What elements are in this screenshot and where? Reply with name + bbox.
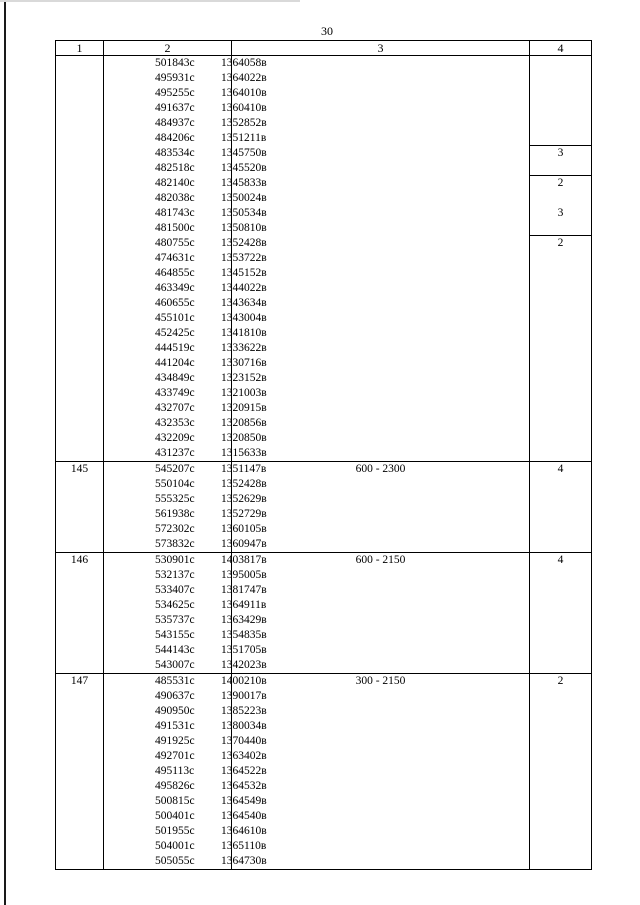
- latitude: 533407с: [155, 584, 195, 596]
- coordinate-pair: [155, 401, 267, 416]
- latitude: 431237с: [155, 447, 195, 459]
- longitude: 1364730в: [221, 855, 267, 867]
- latitude: 482038с: [155, 192, 195, 204]
- coordinates-cell: [104, 553, 267, 674]
- coordinate-pair: [155, 131, 267, 146]
- longitude: 1352428в: [221, 237, 267, 249]
- latitude: 434849с: [155, 372, 195, 384]
- longitude: 1354835в: [221, 629, 267, 641]
- coordinate-pair: [155, 86, 267, 101]
- depth-range: 600 - 2150: [232, 553, 530, 674]
- scan-edge-left: [4, 0, 6, 905]
- category-value: 2: [557, 237, 564, 249]
- coordinate-pair: [155, 809, 267, 824]
- latitude: 491637с: [155, 102, 195, 114]
- longitude: 1364540в: [221, 810, 267, 822]
- category-value: 2: [530, 674, 592, 870]
- longitude: 1363402в: [221, 750, 267, 762]
- coordinate-pair: [155, 146, 267, 161]
- coordinate-pair: [155, 689, 267, 704]
- object-number: 145: [56, 462, 104, 553]
- latitude: 455101с: [155, 312, 195, 324]
- coordinate-pair: [155, 507, 267, 522]
- table-row: [56, 56, 592, 462]
- longitude: 1320856в: [221, 417, 267, 429]
- longitude: 1380034в: [221, 720, 267, 732]
- longitude: 1360410в: [221, 102, 267, 114]
- latitude: 432707с: [155, 402, 195, 414]
- coordinate-pair: [155, 311, 267, 326]
- coordinate-pair: [155, 553, 267, 568]
- latitude: 463349с: [155, 282, 195, 294]
- coordinate-pair: [155, 704, 267, 719]
- latitude: 544143с: [155, 644, 195, 656]
- coordinates-cell: [104, 462, 267, 553]
- coordinate-pair: [155, 734, 267, 749]
- coordinate-pair: [155, 236, 267, 251]
- longitude: 1342023в: [221, 659, 267, 671]
- latitude: 474631с: [155, 252, 195, 264]
- latitude: 504001с: [155, 840, 195, 852]
- coordinate-pair: [155, 613, 267, 628]
- latitude: 484206с: [155, 132, 195, 144]
- latitude: 550104с: [155, 478, 195, 490]
- longitude: 1345833в: [221, 177, 267, 189]
- longitude: 1351147в: [221, 463, 267, 475]
- header-col-1: 1: [56, 41, 104, 56]
- header-col-4: 4: [530, 41, 592, 56]
- longitude: 1364010в: [221, 87, 267, 99]
- category-value: 4: [530, 553, 592, 674]
- coordinate-pair: [155, 492, 267, 507]
- coordinate-pair: [155, 221, 267, 236]
- longitude: 1323152в: [221, 372, 267, 384]
- coordinate-pair: [155, 431, 267, 446]
- longitude: 1360105в: [221, 523, 267, 535]
- latitude: 491531с: [155, 720, 195, 732]
- latitude: 432353с: [155, 417, 195, 429]
- latitude: 500815с: [155, 795, 195, 807]
- longitude: 1364522в: [221, 765, 267, 777]
- latitude: 495826с: [155, 780, 195, 792]
- coordinate-pair: [155, 281, 267, 296]
- coordinate-pair: [155, 674, 267, 689]
- longitude: 1333622в: [221, 342, 267, 354]
- header-col-2: 2: [104, 41, 232, 56]
- latitude: 483534с: [155, 147, 195, 159]
- longitude: 1343634в: [221, 297, 267, 309]
- longitude: 1364532в: [221, 780, 267, 792]
- category-value: 3: [557, 207, 564, 219]
- latitude: 501843с: [155, 57, 195, 69]
- coordinate-pair: [155, 824, 267, 839]
- coordinates-cell: [104, 674, 267, 870]
- longitude: 1352852в: [221, 117, 267, 129]
- latitude: 543155с: [155, 629, 195, 641]
- table-row: [56, 674, 592, 870]
- coordinate-pair: [155, 101, 267, 116]
- object-number: 147: [56, 674, 104, 870]
- latitude: 452425с: [155, 327, 195, 339]
- longitude: 1364022в: [221, 72, 267, 84]
- longitude: 1352428в: [221, 478, 267, 490]
- latitude: 432209с: [155, 432, 195, 444]
- longitude: 1370440в: [221, 735, 267, 747]
- object-number: 146: [56, 553, 104, 674]
- coordinate-pair: [155, 749, 267, 764]
- depth-range: 600 - 2300: [232, 462, 530, 553]
- category-value: 2: [557, 177, 564, 189]
- longitude: 1364911в: [221, 599, 267, 611]
- latitude: 532137с: [155, 569, 195, 581]
- latitude: 572302с: [155, 523, 195, 535]
- longitude: 1341810в: [221, 327, 267, 339]
- longitude: 1330716в: [221, 357, 267, 369]
- latitude: 530901с: [155, 554, 195, 566]
- longitude: 1363429в: [221, 614, 267, 626]
- latitude: 495255с: [155, 87, 195, 99]
- longitude: 1365110в: [221, 840, 267, 852]
- coordinate-pair: [155, 764, 267, 779]
- category-segment: [530, 176, 591, 236]
- longitude: 1395005в: [221, 569, 267, 581]
- longitude: 1352629в: [221, 493, 267, 505]
- latitude: 535737с: [155, 614, 195, 626]
- coordinate-pair: [155, 446, 267, 461]
- category-value: 4: [530, 462, 592, 553]
- latitude: 433749с: [155, 387, 195, 399]
- longitude: 1364058в: [221, 57, 267, 69]
- coordinate-pair: [155, 598, 267, 613]
- category-segment: [530, 146, 591, 176]
- longitude: 1350024в: [221, 192, 267, 204]
- coordinate-pair: [155, 176, 267, 191]
- latitude: 441204с: [155, 357, 195, 369]
- page-number: 30: [321, 24, 333, 38]
- coordinate-pair: [155, 794, 267, 809]
- latitude: 534625с: [155, 599, 195, 611]
- longitude: 1345750в: [221, 147, 267, 159]
- latitude: 555325с: [155, 493, 195, 505]
- latitude: 481500с: [155, 222, 195, 234]
- longitude: 1403817в: [221, 554, 267, 566]
- coordinate-pair: [155, 719, 267, 734]
- coordinate-pair: [155, 326, 267, 341]
- latitude: 490950с: [155, 705, 195, 717]
- latitude: 561938с: [155, 508, 195, 520]
- scan-edge-top: [0, 0, 300, 2]
- latitude: 464855с: [155, 267, 195, 279]
- longitude: 1321003в: [221, 387, 267, 399]
- coordinate-pair: [155, 266, 267, 281]
- longitude: 1352729в: [221, 508, 267, 520]
- depth-range: [232, 56, 530, 462]
- latitude: 482140с: [155, 177, 195, 189]
- latitude: 444519с: [155, 342, 195, 354]
- coordinate-pair: [155, 779, 267, 794]
- coordinates-cell: [104, 56, 267, 462]
- latitude: 481743с: [155, 207, 195, 219]
- latitude: 505055с: [155, 855, 195, 867]
- latitude: 490637с: [155, 690, 195, 702]
- latitude: 545207с: [155, 463, 195, 475]
- coordinate-pair: [155, 251, 267, 266]
- coordinate-pair: [155, 206, 267, 221]
- longitude: 1320915в: [221, 402, 267, 414]
- coordinate-pair: [155, 854, 267, 869]
- coordinate-pair: [155, 71, 267, 86]
- longitude: 1381747в: [221, 584, 267, 596]
- category-value: 3: [557, 147, 564, 159]
- longitude: 1315633в: [221, 447, 267, 459]
- coordinate-pair: [155, 356, 267, 371]
- latitude: 485531с: [155, 675, 195, 687]
- coordinate-pair: [155, 462, 267, 477]
- coordinate-pair: [155, 341, 267, 356]
- coordinate-pair: [155, 839, 267, 854]
- latitude: 543007с: [155, 659, 195, 671]
- latitude: 495931с: [155, 72, 195, 84]
- longitude: 1320850в: [221, 432, 267, 444]
- category-segment: [530, 56, 591, 146]
- latitude: 573832с: [155, 538, 195, 550]
- longitude: 1364549в: [221, 795, 267, 807]
- category-segment: [530, 236, 591, 461]
- latitude: 460655с: [155, 297, 195, 309]
- longitude: 1353722в: [221, 252, 267, 264]
- longitude: 1364610в: [221, 825, 267, 837]
- latitude: 492701с: [155, 750, 195, 762]
- latitude: 500401с: [155, 810, 195, 822]
- coordinate-pair: [155, 522, 267, 537]
- coordinate-pair: [155, 628, 267, 643]
- longitude: 1344022в: [221, 282, 267, 294]
- coordinate-pair: [155, 416, 267, 431]
- table-header-row: [56, 41, 592, 56]
- longitude: 1360947в: [221, 538, 267, 550]
- category-cell: [530, 56, 592, 462]
- coordinate-pair: [155, 477, 267, 492]
- coordinate-pair: [155, 568, 267, 583]
- longitude: 1351211в: [221, 132, 267, 144]
- longitude: 1345520в: [221, 162, 267, 174]
- longitude: 1345152в: [221, 267, 267, 279]
- longitude: 1350534в: [221, 207, 267, 219]
- longitude: 1400210в: [221, 675, 267, 687]
- table-row: [56, 462, 592, 553]
- latitude: 484937с: [155, 117, 195, 129]
- coordinate-pair: [155, 161, 267, 176]
- latitude: 491925с: [155, 735, 195, 747]
- depth-range: 300 - 2150: [232, 674, 530, 870]
- object-number: [56, 56, 104, 462]
- longitude: 1343004в: [221, 312, 267, 324]
- coordinate-pair: [155, 583, 267, 598]
- header-col-3: 3: [232, 41, 530, 56]
- longitude: 1351705в: [221, 644, 267, 656]
- coordinate-pair: [155, 658, 267, 673]
- longitude: 1385223в: [221, 705, 267, 717]
- coordinate-pair: [155, 371, 267, 386]
- coordinate-pair: [155, 537, 267, 552]
- table-row: [56, 553, 592, 674]
- coordinate-pair: [155, 116, 267, 131]
- longitude: 1350810в: [221, 222, 267, 234]
- coordinate-pair: [155, 386, 267, 401]
- latitude: 495113с: [155, 765, 195, 777]
- latitude: 501955с: [155, 825, 195, 837]
- latitude: 480755с: [155, 237, 195, 249]
- longitude: 1390017в: [221, 690, 267, 702]
- coordinate-pair: [155, 296, 267, 311]
- coordinates-table: [55, 40, 592, 870]
- latitude: 482518с: [155, 162, 195, 174]
- coordinate-pair: [155, 56, 267, 71]
- coordinate-pair: [155, 191, 267, 206]
- coordinate-pair: [155, 643, 267, 658]
